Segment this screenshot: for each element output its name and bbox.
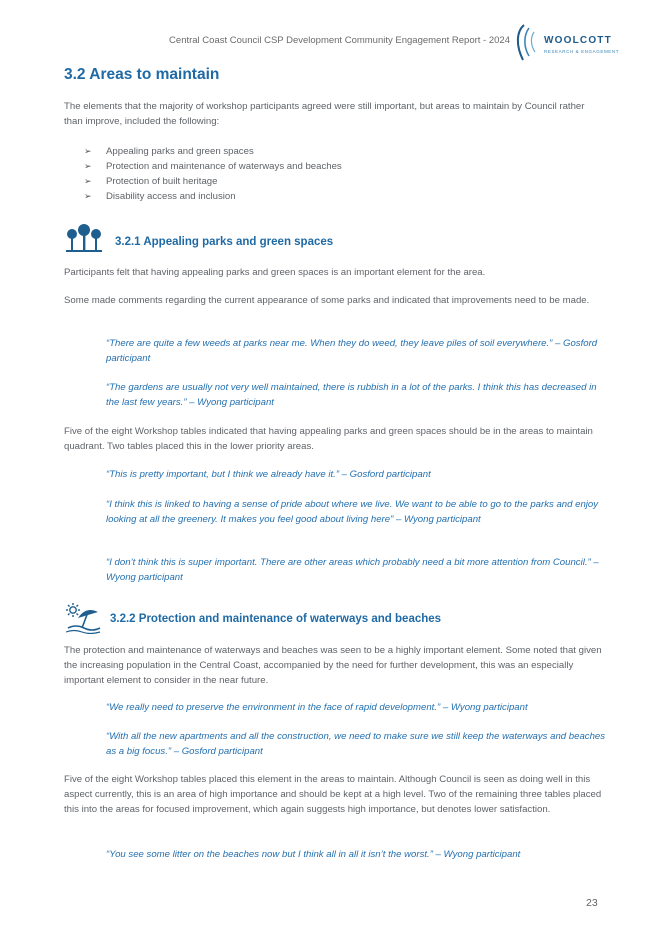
section-intro: The elements that the majority of workshop participants agreed were still important, but areas to maintain by Council rather than improve, included the following: <box>64 101 585 127</box>
list-item <box>84 174 342 189</box>
quote: “With all the new apartments and all the construction, we need to make sure we still keep the waterways and beaches as a big focus.” – Gosford participant <box>106 731 606 757</box>
quote: “There are quite a few weeds at parks near me. When they do weed, they leave piles of soil everywhere.” – Gosford participant <box>106 338 598 364</box>
paragraph: Five of the eight Workshop tables indicated that having appealing parks and green spaces should be in the areas to maintain quadrant. Two tables placed this in the lower priority areas. <box>64 426 593 452</box>
list-item-label: Appealing parks and green spaces <box>106 146 254 157</box>
header-title: Central Coast Council CSP Development Community Engagement Report - 2024 <box>169 35 510 46</box>
list-item-label: Disability access and inclusion <box>106 191 236 202</box>
bullet-list <box>84 144 342 204</box>
subsection-title-waterways: 3.2.2 Protection and maintenance of waterways and beaches <box>110 613 442 625</box>
arrow-bullet-icon: ➢ <box>84 176 92 186</box>
page-number: 23 <box>586 897 598 909</box>
section-title: 3.2 Areas to maintain <box>64 66 220 83</box>
quote: “I don’t think this is super important. There are other areas which probably need a bit more attention from Council.” – Wyong participant <box>106 557 599 583</box>
quote: “We really need to preserve the environment in the face of rapid development.” – Wyong participant <box>106 702 528 713</box>
logo-mark-icon <box>512 22 544 64</box>
logo-tagline: RESEARCH & ENGAGEMENT <box>544 49 620 54</box>
quote: “The gardens are usually not very well maintained, there is rubbish in a lot of the parks. I think this has decreased in the last few years.” – Wyong participant <box>106 382 597 408</box>
quote: “This is pretty important, but I think we already have it.” – Gosford participant <box>106 469 431 480</box>
beach-umbrella-icon <box>64 602 102 634</box>
list-item <box>84 189 342 204</box>
trees-icon <box>64 224 104 256</box>
list-item-label: Protection of built heritage <box>106 176 218 187</box>
arrow-bullet-icon: ➢ <box>84 161 92 171</box>
paragraph: The protection and maintenance of waterways and beaches was seen to be a highly important element. Some noted that given the increasing population in the Central Coast, accompanied by the need for further development, this was an especially important element to consider in the near future. <box>64 645 602 686</box>
list-item-label: Protection and maintenance of waterways and beaches <box>106 161 342 172</box>
paragraph: Some made comments regarding the current appearance of some parks and indicated that improvements need to be made. <box>64 295 590 306</box>
paragraph: Five of the eight Workshop tables placed this element in the areas to maintain. Although Council is seen as doing well in this aspect currently, this is an area of high importance and should be kept at a high level. Two of the remaining three tables placed this into the areas for focused improvement, which again suggests high importance, but denotes lower satisfaction. <box>64 774 602 815</box>
arrow-bullet-icon: ➢ <box>84 146 92 156</box>
woolcott-logo <box>512 22 622 64</box>
paragraph: Participants felt that having appealing parks and green spaces is an important element for the area. <box>64 267 486 278</box>
logo-wordmark: WOOLCOTT <box>544 35 612 46</box>
arrow-bullet-icon: ➢ <box>84 191 92 201</box>
list-item <box>84 159 342 174</box>
quote: “You see some litter on the beaches now but I think all in all it isn’t the worst.” – Wyong participant <box>106 849 521 860</box>
quote: “I think this is linked to having a sense of pride about where we live. We want to be able to go to the parks and enjoy looking at all the greenery. It makes you feel good about living here” – Wyong participant <box>106 499 599 525</box>
subsection-title-parks: 3.2.1 Appealing parks and green spaces <box>115 236 334 248</box>
list-item <box>84 144 342 159</box>
